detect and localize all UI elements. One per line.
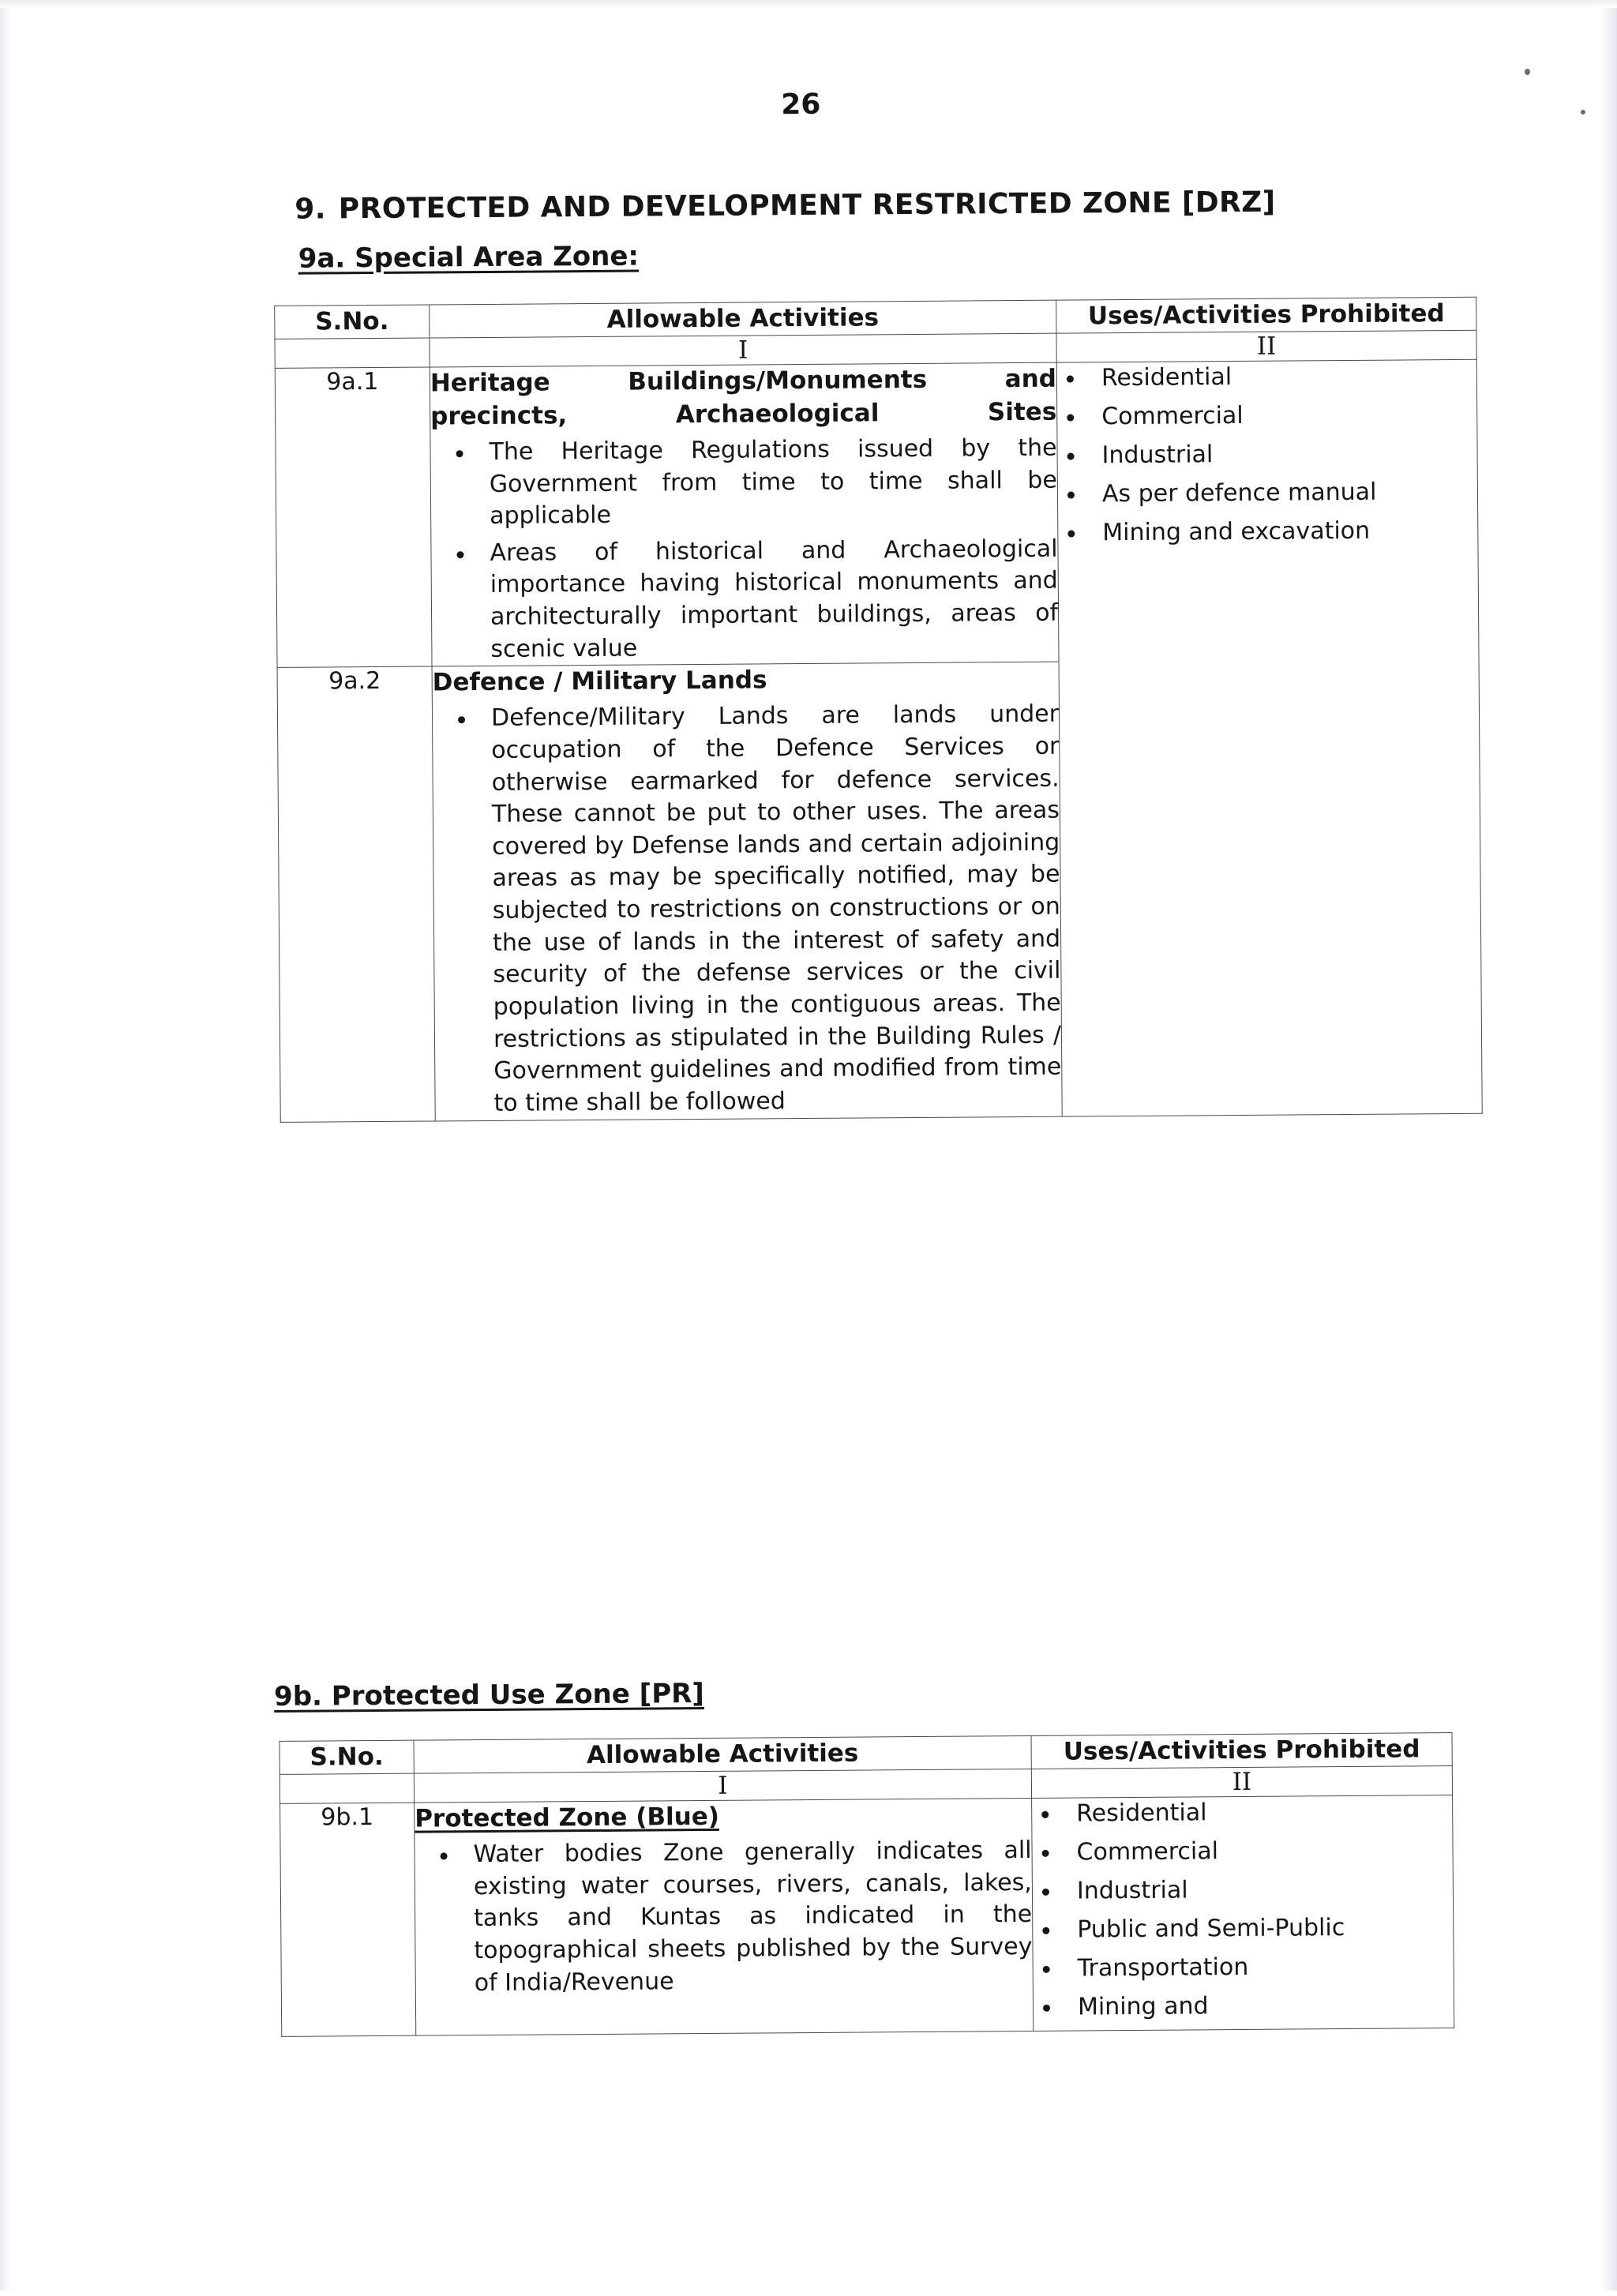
subsection-heading-9b: 9b. Protected Use Zone [PR] [273, 1677, 705, 1713]
row-heading-9b1: Protected Zone (Blue) [415, 1803, 720, 1833]
numeral-column-ii: II [1056, 330, 1476, 362]
list-item: Industrial [1033, 1873, 1453, 1908]
numeral-column-ii: II [1031, 1766, 1452, 1799]
table-row [280, 1795, 1454, 2036]
row-prohibited-9a1 [1056, 359, 1482, 1116]
list-item: Mining and excavation [1058, 515, 1477, 550]
prohibited-list-9b1 [1032, 1795, 1454, 2023]
header-sno: S.No. [275, 305, 430, 340]
list-item: Commercial [1032, 1834, 1452, 1869]
header-sno: S.No. [280, 1740, 414, 1774]
list-item: Residential [1057, 360, 1476, 395]
list-item: As per defence manual [1058, 476, 1477, 511]
row-prohibited-9b1 [1032, 1795, 1454, 2031]
numeral-sno-blank [275, 338, 430, 368]
row-sno-9b1: 9b.1 [280, 1803, 416, 2036]
row-sno-9a2: 9a.2 [277, 666, 435, 1122]
list-item: Water bodies Zone generally indicates all existing water courses, rivers, canals, lakes, tanks and Kuntas as indicated in the topographical sheets published by the Survey of India/Revenue [415, 1835, 1032, 2000]
numeral-sno-blank [280, 1773, 414, 1803]
prohibited-list-9a1 [1057, 360, 1478, 549]
list-item: Defence/Military Lands are lands under occupation of the Defence Services or otherwise earmarked for defence services. These cannot be put to other uses. The areas covered by Defense lands and certain adjoining areas as may be specifically notified, may be subjected to restrictions on constructions or on the use of lands in the interest of safety and security of the defense services or the civil population living in the contiguous areas. The restrictions as stipulated in the Building Rules / Government guidelines and modified from time to time shall be followed [433, 699, 1062, 1120]
header-uses-activities-prohibited: Uses/Activities Prohibited [1031, 1733, 1452, 1769]
list-item: Commercial [1057, 399, 1476, 433]
special-area-zone-table [274, 297, 1483, 1123]
row-heading-9a1: Heritage Buildings/Monuments and precincts, Archaeological Sites [430, 364, 1057, 431]
row-sno-9a1: 9a.1 [275, 367, 432, 668]
list-item: Transportation [1034, 1950, 1454, 1985]
row-allowable-9a1 [430, 362, 1059, 666]
row-bullet-list-9b1 [415, 1835, 1032, 2000]
list-item: The Heritage Regulations issued by the Government from time to time shall be applicable [430, 433, 1057, 534]
list-item: Public and Semi-Public [1033, 1911, 1453, 1946]
header-uses-activities-prohibited: Uses/Activities Prohibited [1056, 297, 1476, 333]
list-item: Mining and [1034, 1989, 1454, 2024]
numeral-column-i: I [430, 333, 1056, 367]
numeral-column-i: I [414, 1769, 1031, 1803]
row-allowable-9b1 [415, 1799, 1034, 2035]
page-number: 26 [781, 88, 821, 122]
section-heading [295, 186, 1276, 226]
protected-use-zone-table [280, 1732, 1455, 2036]
list-item: Areas of historical and Archaeological importance having historical monuments and architecturally important buildings, areas of scenic value [431, 533, 1058, 666]
header-allowable-activities: Allowable Activities [430, 300, 1056, 338]
row-heading-9a2: Defence / Military Lands [432, 666, 767, 697]
section-title-text: PROTECTED AND DEVELOPMENT RESTRICTED ZONE [DRZ] [338, 186, 1276, 226]
section-number: 9. [295, 193, 326, 226]
list-item: Residential [1032, 1795, 1452, 1830]
subsection-heading-9a: 9a. Special Area Zone: [298, 240, 640, 275]
table-row [275, 359, 1479, 667]
row-allowable-9a2 [432, 662, 1062, 1121]
row-bullet-list-9a2 [433, 699, 1062, 1120]
row-bullet-list-9a1 [430, 433, 1058, 666]
header-allowable-activities: Allowable Activities [414, 1735, 1031, 1773]
list-item: Industrial [1057, 437, 1476, 472]
